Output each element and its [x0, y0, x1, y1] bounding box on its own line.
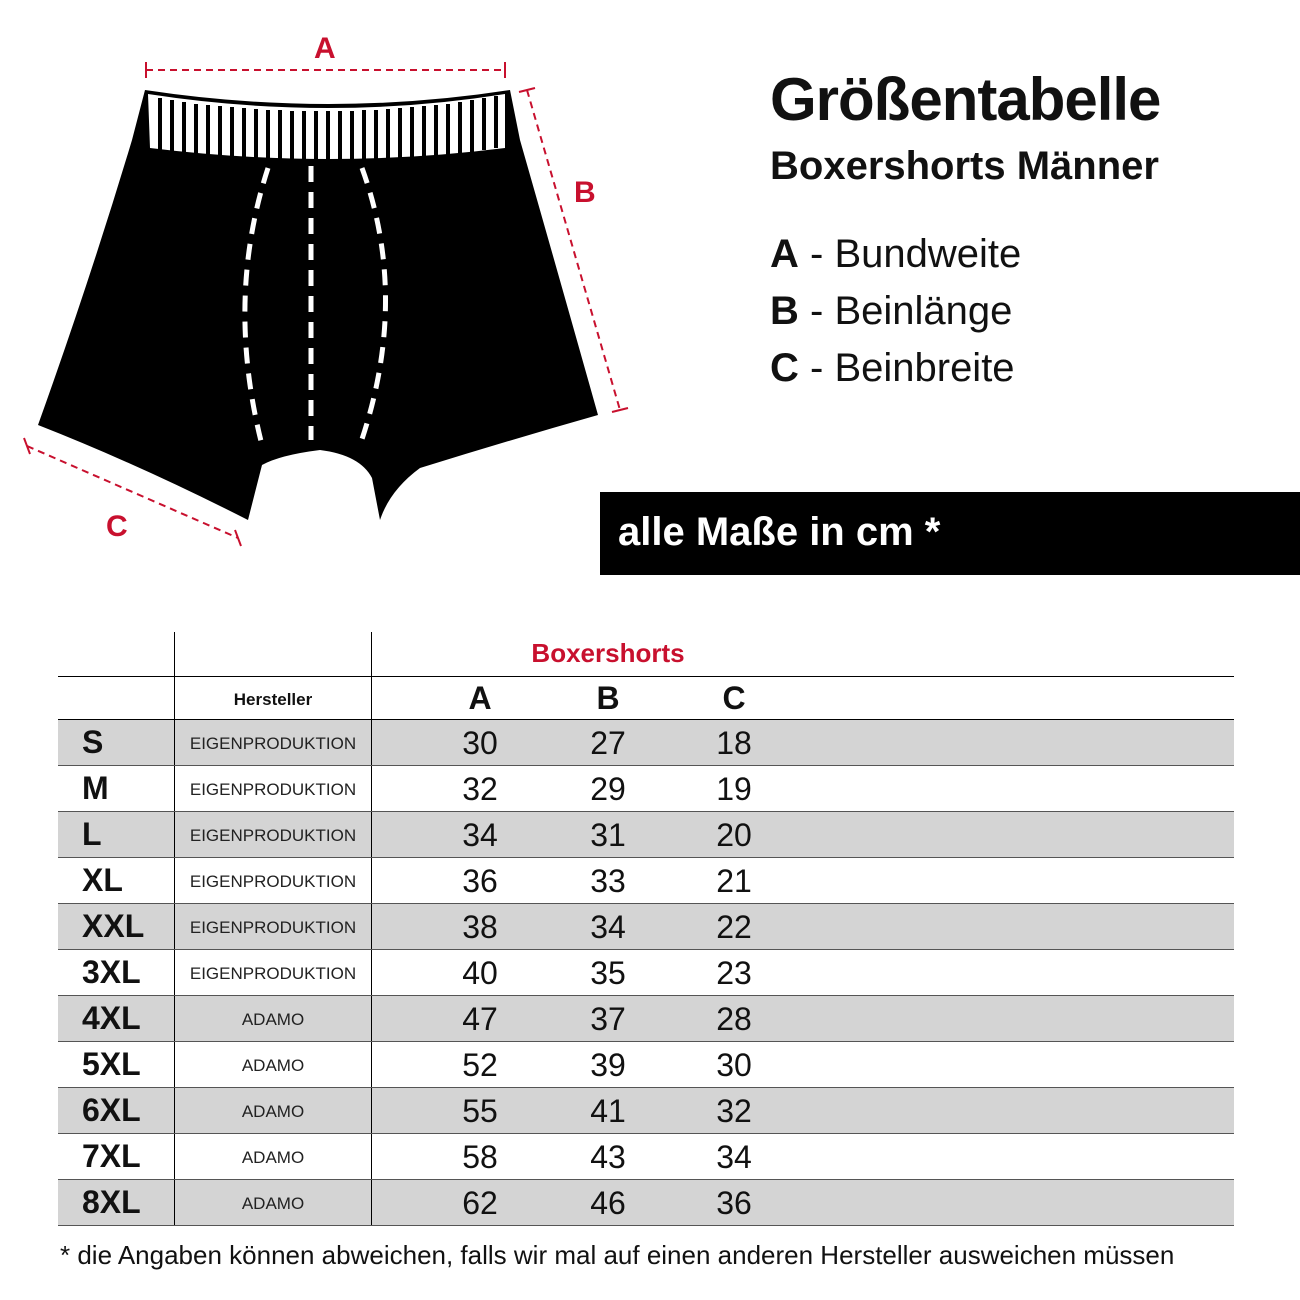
size-cell: L	[82, 816, 102, 852]
value-cell-b: 34	[590, 909, 626, 945]
value-cell-c: 36	[716, 1185, 752, 1221]
legend-item-b	[770, 283, 1021, 340]
legend-text: - Beinbreite	[798, 346, 1015, 390]
value-cell-a: 58	[462, 1139, 498, 1175]
size-cell: 4XL	[82, 1000, 141, 1036]
table-row	[58, 950, 1234, 996]
size-cell: 5XL	[82, 1046, 141, 1082]
value-cell-c: 22	[716, 909, 752, 945]
value-cell-a: 40	[462, 955, 498, 991]
manufacturer-cell: ADAMO	[241, 1010, 305, 1029]
table-row	[58, 858, 1234, 904]
manufacturer-cell: ADAMO	[241, 1056, 305, 1075]
value-cell-b: 37	[590, 1001, 626, 1037]
page-title: Größentabelle	[770, 66, 1161, 133]
units-banner	[600, 492, 1300, 575]
value-cell-c: 21	[716, 863, 752, 899]
size-table	[58, 632, 1234, 1226]
table-row	[58, 720, 1234, 766]
value-cell-b: 43	[590, 1139, 626, 1175]
table-row	[58, 812, 1234, 858]
value-cell-c: 23	[716, 955, 752, 991]
measure-b-label: B	[574, 176, 596, 209]
legend-key: A	[770, 232, 799, 276]
size-cell: 7XL	[82, 1138, 141, 1174]
size-cell: S	[82, 724, 104, 760]
boxershorts-icon	[38, 90, 598, 520]
value-cell-c: 34	[716, 1139, 752, 1175]
legend-item-a	[770, 226, 1021, 283]
value-cell-c: 18	[716, 725, 752, 761]
manufacturer-header: Hersteller	[233, 690, 313, 709]
value-cell-a: 52	[462, 1047, 498, 1083]
size-cell: 6XL	[82, 1092, 141, 1128]
table-row	[58, 1134, 1234, 1180]
boxershorts-group-label: Boxershorts	[531, 638, 685, 668]
legend-text: - Bundweite	[798, 232, 1022, 276]
legend-key: C	[770, 346, 799, 390]
legend-text: - Beinlänge	[798, 289, 1013, 333]
value-cell-b: 39	[590, 1047, 626, 1083]
value-cell-a: 36	[462, 863, 498, 899]
value-cell-c: 20	[716, 817, 752, 853]
value-cell-b: 41	[590, 1093, 626, 1129]
manufacturer-cell: ADAMO	[241, 1148, 305, 1167]
manufacturer-cell: EIGENPRODUKTION	[189, 872, 357, 891]
units-banner-text: alle Maße in cm *	[618, 510, 941, 554]
legend-key: B	[770, 289, 799, 333]
manufacturer-cell: ADAMO	[241, 1102, 305, 1121]
value-cell-c: 19	[716, 771, 752, 807]
value-cell-b: 31	[590, 817, 626, 853]
column-header-b: B	[596, 680, 620, 716]
column-header-a: A	[468, 680, 492, 716]
header-divider	[58, 676, 1234, 677]
size-cell: XXL	[82, 908, 145, 944]
manufacturer-cell: EIGENPRODUKTION	[189, 826, 357, 845]
manufacturer-cell: EIGENPRODUKTION	[189, 918, 357, 937]
table-row	[58, 1042, 1234, 1088]
table-row	[58, 996, 1234, 1042]
size-cell: 8XL	[82, 1184, 141, 1220]
measurement-legend	[770, 226, 1021, 397]
manufacturer-cell: EIGENPRODUKTION	[189, 964, 357, 983]
value-cell-b: 35	[590, 955, 626, 991]
value-cell-a: 55	[462, 1093, 498, 1129]
size-cell: 3XL	[82, 954, 141, 990]
column-header-c: C	[722, 680, 746, 716]
value-cell-a: 47	[462, 1001, 498, 1037]
value-cell-b: 29	[590, 771, 626, 807]
page-subtitle: Boxershorts Männer	[770, 144, 1159, 188]
table-body	[58, 720, 1234, 1226]
value-cell-c: 30	[716, 1047, 752, 1083]
value-cell-c: 28	[716, 1001, 752, 1037]
table-row	[58, 1180, 1234, 1226]
value-cell-a: 38	[462, 909, 498, 945]
footnote: * die Angaben können abweichen, falls wir mal auf einen anderen Hersteller ausweichen müssen	[60, 1240, 1175, 1270]
value-cell-b: 27	[590, 725, 626, 761]
value-cell-a: 30	[462, 725, 498, 761]
measure-c-label: C	[106, 510, 128, 543]
value-cell-a: 34	[462, 817, 498, 853]
value-cell-b: 46	[590, 1185, 626, 1221]
measure-a-label: A	[314, 32, 336, 65]
value-cell-a: 32	[462, 771, 498, 807]
value-cell-a: 62	[462, 1185, 498, 1221]
boxershorts-diagram	[0, 0, 660, 600]
manufacturer-cell: EIGENPRODUKTION	[189, 734, 357, 753]
manufacturer-cell: ADAMO	[241, 1194, 305, 1213]
value-cell-c: 32	[716, 1093, 752, 1129]
table-header	[58, 632, 1234, 720]
value-cell-b: 33	[590, 863, 626, 899]
table-row	[58, 766, 1234, 812]
legend-item-c	[770, 340, 1021, 397]
table-row	[58, 904, 1234, 950]
table-row	[58, 1088, 1234, 1134]
size-cell: M	[82, 770, 109, 806]
size-cell: XL	[82, 862, 123, 898]
manufacturer-cell: EIGENPRODUKTION	[189, 780, 357, 799]
